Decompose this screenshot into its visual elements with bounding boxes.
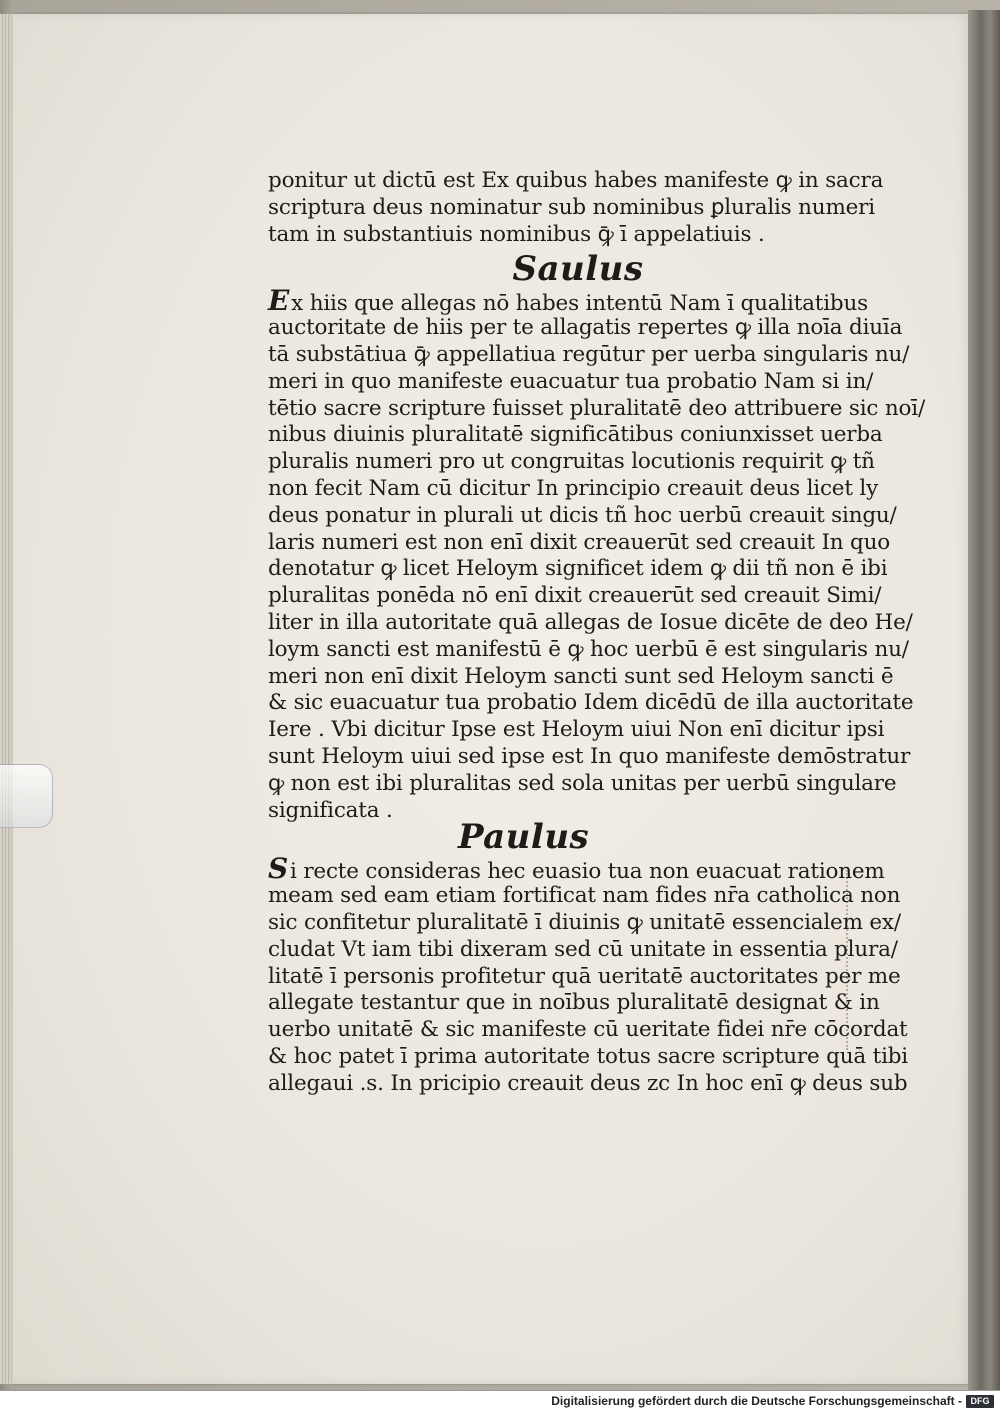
line-text: allegate testantur que in noībus pluralitatē designat & in [268, 990, 880, 1016]
line-text: uerbo unitatē & sic manifeste cū ueritate fidei nr̄e cōcordat [268, 1017, 908, 1043]
text-line [268, 222, 848, 249]
text-line [268, 909, 901, 937]
line-text: loym sancti est manifestū ē ꝙ hoc uerbū ē est singularis nu/ [268, 636, 909, 662]
funding-notice: Digitalisierung gefördert durch die Deutsche Forschungsgemeinschaft - [551, 1394, 962, 1408]
text-line [268, 194, 875, 222]
line-text: non fecit Nam cū dicitur In principio creauit deus licet ly [268, 475, 879, 501]
glass-clip [0, 764, 53, 828]
line-text: ꝙ non est ibi pluralitas sed sola unitas per uerbū singulare [268, 770, 897, 796]
text-line [268, 1043, 908, 1071]
line-text: laris numeri est non enī dixit creauerūt sed creauit In quo [268, 529, 890, 555]
initial-letter: E [268, 284, 290, 318]
text-line [268, 284, 868, 318]
line-text: litatē ī personis profitetur quā ueritatē auctoritates per me [268, 963, 901, 989]
line-text: liter in illa autoritate quā allegas de Iosue dicēte de deo He/ [268, 609, 913, 635]
text-line [268, 368, 874, 396]
text-line [268, 556, 888, 583]
line-text: meam sed eam etiam fortificat nam fides nr̄a catholica non [268, 883, 901, 909]
line-text: ponitur ut dictū est Ex quibus habes manifeste ꝙ in sacra [268, 168, 884, 193]
line-text: pluralis numeri pro ut congruitas locutionis requirit ꝙ tñ [268, 449, 875, 475]
dfg-logo: DFG [966, 1395, 994, 1408]
line-text: deus ponatur in plurali ut dicis tñ hoc uerbū creauit singu/ [268, 502, 897, 528]
speaker-heading-paulus: Paulus [458, 817, 590, 858]
line-text: tētio sacre scripture fuisset pluralitatē deo attribuere sic noī/ [268, 395, 926, 421]
line-text: meri non enī dixit Heloym sancti sunt sed Heloym sancti ē [268, 663, 894, 689]
text-line [268, 341, 910, 369]
line-text: cludat Vt iam tibi dixeram sed cū unitate in essentia plura/ [268, 936, 898, 962]
line-text: auctoritate de hiis per te allagatis repertes ꝙ illa noīa diuīa [268, 315, 903, 341]
text-line [268, 422, 883, 449]
line-text: pluralitas ponēda nō enī dixit creauerūt sed creauit Simi/ [268, 583, 882, 609]
text-line [268, 315, 903, 342]
page-stack-edge-right [968, 10, 1000, 1390]
text-line [268, 529, 890, 557]
line-text: x hiis que allegas nō habes intentū Nam ī qualitatibus [291, 291, 868, 317]
line-text: sic confitetur pluralitatē ī diuinis ꝙ unitatē essencialem ex/ [268, 909, 901, 935]
text-line [268, 609, 913, 637]
text-line [268, 168, 884, 195]
text-line [268, 990, 880, 1017]
line-text: denotatur ꝙ licet Heloym significet idem ꝙ dii tñ non ē ibi [268, 556, 888, 582]
line-text: & sic euacuatur tua probatio Idem dicēdū de illa auctoritate [268, 690, 914, 716]
text-line [268, 852, 885, 886]
footer-bar [0, 1390, 1000, 1412]
text-line [268, 936, 898, 964]
line-text: i recte consideras hec euasio tua non euacuat rationem [290, 859, 885, 885]
text-line [268, 963, 901, 991]
text-line [268, 502, 897, 530]
text-line [268, 1017, 908, 1044]
text-line [268, 475, 879, 503]
line-text: tā substātiua ꝙ̄ appellatiua regūtur per uerba singularis nu/ [268, 341, 910, 367]
line-text: & hoc patet ī prima autoritate totus sacre scripture quā tibi [268, 1043, 908, 1069]
text-line [268, 395, 926, 423]
line-text: sunt Heloym uiui sed ipse est In quo manifeste demōstratur [268, 743, 911, 769]
text-section-intro [268, 168, 884, 248]
line-text: scriptura deus nominatur sub nominibus ꝑluralis numeri [268, 194, 875, 220]
line-text: allegaui .s. In pricipio creauit deus zc In hoc enī ꝙ deus sub [268, 1070, 908, 1096]
incunabula-text [268, 168, 926, 1098]
text-line [268, 883, 901, 910]
initial-letter: S [268, 852, 289, 886]
speaker-heading-saulus: Saulus [512, 249, 644, 290]
text-line [268, 743, 911, 771]
line-text: significata . [268, 797, 393, 823]
text-section-saulus [268, 284, 926, 824]
line-text: tam in substantiuis nominibus ꝙ̄ ī appelatiuis . [268, 221, 765, 247]
text-line [268, 583, 882, 610]
line-text: nibus diuinis pluralitatē significātibus coniunxisset uerba [268, 422, 883, 448]
text-section-paulus [268, 852, 908, 1097]
text-line [268, 690, 914, 717]
text-line [268, 636, 909, 664]
text-line [268, 663, 894, 691]
text-line [268, 770, 897, 798]
text-line [268, 449, 875, 476]
line-text: Iere . Vbi dicitur Ipse est Heloym uiui Non enī dicitur ipsi [268, 717, 885, 743]
text-line [268, 1070, 908, 1098]
text-line [268, 717, 885, 744]
line-text: meri in quo manifeste euacuatur tua probatio Nam si in/ [268, 368, 874, 394]
